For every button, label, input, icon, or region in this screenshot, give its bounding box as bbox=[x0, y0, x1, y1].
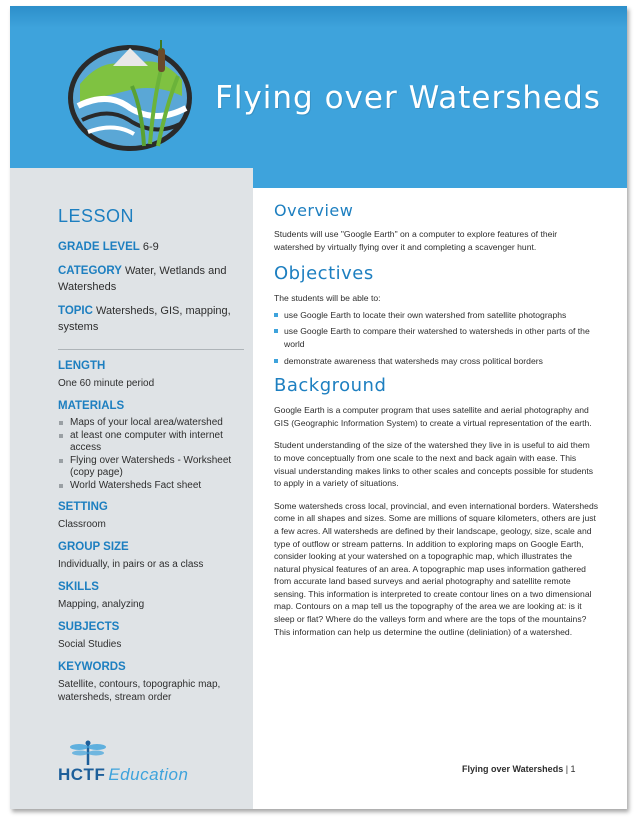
list-item: Maps of your local area/watershed bbox=[58, 417, 244, 429]
topic-value: Watersheds, GIS, mapping, systems bbox=[58, 305, 231, 333]
education-text: Education bbox=[108, 765, 189, 784]
sidebar-heading: LESSON bbox=[58, 206, 135, 226]
background-paragraph: Some watersheds cross local, provincial, and even international borders. Watersheds come in all shapes and sizes. Some are millions of square kilometers, others are just a few acres. All watersheds are defined by their landscape, geology, size, scale and type of outflow or stream patterns. In addition to exploring maps on Google Earth, consider looking at your watershed on a topographic map, which illustrates the natural physical features of an area. A topographic map uses information gathered from accurate land based surveys and aerial photography and satellite remote sensing. This information is interpreted to create contour lines on a two dimensional map. Contours on a map tell us the topography of the area we are looking at: is it sleep or flat? Where do the valleys form and where are the tops of the mountains? This information can help us determine the outline (deliniation) of a watershed. bbox=[274, 500, 599, 637]
footer-separator: | bbox=[563, 764, 571, 774]
list-item: World Watersheds Fact sheet bbox=[58, 480, 244, 492]
hctf-text: HCTF bbox=[58, 765, 106, 784]
objectives-title: Objectives bbox=[274, 263, 374, 285]
page-title: Flying over Watersheds bbox=[215, 80, 601, 116]
grade-level bbox=[58, 239, 244, 255]
materials-list bbox=[58, 417, 244, 492]
watershed-logo-icon bbox=[58, 36, 208, 161]
category bbox=[58, 263, 244, 295]
background-paragraph: Google Earth is a computer program that uses satellite and aerial photography and GIS (Geographic Information System) to create a virtual representation of the earth. bbox=[274, 405, 592, 428]
list-item: use Google Earth to locate their own watershed from satellite photographs bbox=[274, 309, 599, 322]
list-item: at least one computer with internet access bbox=[58, 430, 244, 454]
dragonfly-icon bbox=[68, 739, 108, 767]
category-value: Water, Wetlands and Watersheds bbox=[58, 265, 227, 293]
grade-level-label: GRADE LEVEL bbox=[58, 241, 140, 253]
hctf-wordmark bbox=[58, 765, 188, 785]
length-label: LENGTH bbox=[58, 360, 106, 372]
materials-label: MATERIALS bbox=[58, 400, 125, 412]
subjects-value: Social Studies bbox=[58, 639, 122, 650]
setting-value: Classroom bbox=[58, 519, 106, 530]
group-size-label: GROUP SIZE bbox=[58, 541, 129, 553]
objectives-list bbox=[274, 309, 599, 367]
overview-title: Overview bbox=[274, 201, 354, 220]
group-size-value: Individually, in pairs or as a class bbox=[58, 559, 204, 570]
sidebar-divider bbox=[58, 349, 244, 350]
category-label: CATEGORY bbox=[58, 265, 122, 277]
lesson-page bbox=[10, 6, 627, 809]
keywords-label: KEYWORDS bbox=[58, 661, 126, 673]
list-item: Flying over Watersheds - Worksheet (copy page) bbox=[58, 455, 244, 479]
background-title: Background bbox=[274, 375, 387, 397]
topic-label: TOPIC bbox=[58, 305, 93, 317]
length-value: One 60 minute period bbox=[58, 378, 155, 389]
setting-label: SETTING bbox=[58, 501, 108, 513]
subjects-label: SUBJECTS bbox=[58, 621, 120, 633]
page-footer bbox=[462, 764, 576, 774]
header-band bbox=[10, 6, 627, 188]
overview-text: Students will use "Google Earth" on a computer to explore features of their watershed by virtually flying over it and completing a scavenger hunt. bbox=[274, 229, 558, 252]
background-paragraph: Student understanding of the size of the watershed they live in is useful to aid them to move conceptually from one scale to the next and back again with ease. This visual understanding makes links to other scales and concepts possible for students to apply in a variety of situations. bbox=[274, 440, 594, 489]
list-item: use Google Earth to compare their watershed to watersheds in other parts of the world bbox=[274, 325, 599, 350]
main-content bbox=[274, 201, 599, 648]
skills-value: Mapping, analyzing bbox=[58, 599, 145, 610]
objectives-intro: The students will be able to: bbox=[274, 293, 381, 304]
hctf-education-logo bbox=[58, 739, 198, 789]
grade-level-value: 6-9 bbox=[142, 241, 159, 253]
footer-title: Flying over Watersheds bbox=[462, 764, 564, 774]
keywords-value: Satellite, contours, topographic map, watersheds, stream order bbox=[58, 679, 221, 703]
topic bbox=[58, 303, 244, 335]
page-number: 1 bbox=[570, 764, 576, 774]
lesson-sidebar bbox=[10, 168, 253, 809]
list-item: demonstrate awareness that watersheds may cross political borders bbox=[274, 355, 599, 368]
skills-label: SKILLS bbox=[58, 581, 99, 593]
